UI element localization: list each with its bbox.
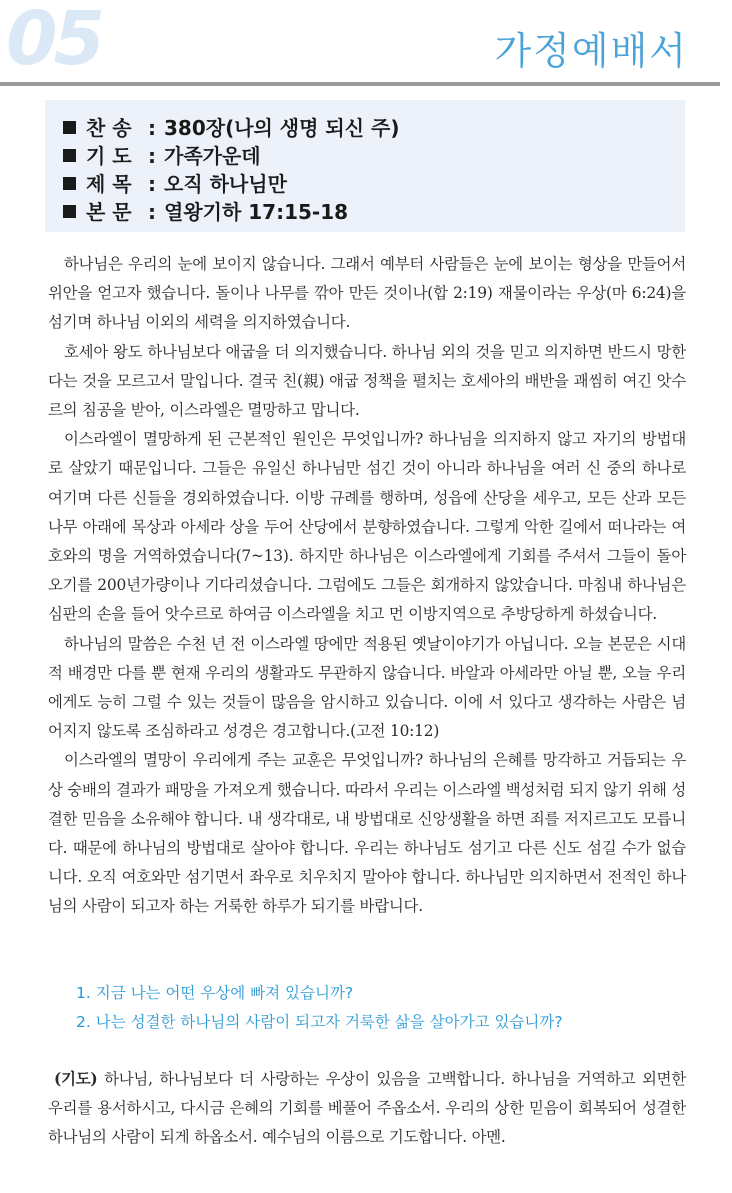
info-label: 본 문: [86, 200, 132, 224]
square-bullet-icon: [63, 205, 76, 218]
question-item: 2. 나는 성결한 하나님의 사람이 되고자 거룩한 삶을 살아가고 있습니까?: [76, 1013, 563, 1031]
prayer-text: 하나님, 하나님보다 더 사랑하는 우상이 있음을 고백합니다. 하나님을 거역하고 외면한 우리를 용서하시고, 다시금 은혜의 기회를 베풀어 주옵소서. 우리의 상한 믿음이 회복되어 성결한 하나님의 사람이 되게 하옵소서. 예수님의 이름으로 기도합니다. 아멘.: [48, 1070, 686, 1147]
question-item: 1. 지금 나는 어떤 우상에 빠져 있습니까?: [76, 984, 354, 1002]
worship-info-box: [45, 100, 685, 232]
body-paragraph: 이스라엘이 멸망하게 된 근본적인 원인은 무엇입니까? 하나님을 의지하지 않고 자기의 방법대로 살았기 때문입니다. 그들은 유일신 하나님만 섬긴 것이 아니라 하나님을 여러 신 중의 하나로 여기며 다른 신들을 경외하였습니다. 이방 규례를 행하며, 성읍에 산당을 세우고, 모든 산과 모든 나무 아래에 목상과 아세라 상을 두어 산당에서 분향하였습니다. 그렇게 악한 길에서 떠나라는 여호와의 명을 거역하였습니다(7~13). 하지만 하나님은 이스라엘에게 기회를 주셔서 그들이 돌아오기를 200년가량이나 기다리셨습니다. 그럼에도 그들은 회개하지 않았습니다. 마침내 하나님은 심판의 손을 들어 앗수르로 하여금 이스라엘을 치고 먼 이방지역으로 추방당하게 하셨습니다.: [48, 430, 686, 624]
info-value: 380장(나의 생명 되신 주): [164, 116, 400, 140]
page-title: 가정예배서: [494, 29, 688, 73]
sermon-body: [48, 250, 686, 922]
info-row-prayer: 기 도 : 가족가운데: [63, 142, 685, 170]
info-value: 오직 하나님만: [164, 172, 287, 196]
info-row-hymn: 찬 송 : 380장(나의 생명 되신 주): [63, 114, 685, 142]
body-paragraph: 이스라엘의 멸망이 우리에게 주는 교훈은 무엇입니까? 하나님의 은혜를 망각하고 거듭되는 우상 숭배의 결과가 패망을 가져오게 했습니다. 따라서 우리는 이스라엘 백성처럼 되지 않기 위해 성결한 믿음을 소유해야 합니다. 내 생각대로, 내 방법대로 신앙생활을 하면 죄를 저지르고도 모릅니다. 때문에 하나님의 방법대로 살아야 합니다. 우리는 하나님도 섬기고 다른 신도 섬길 수가 없습니다. 오직 여호와만 섬기면서 좌우로 치우치지 말아야 합니다. 하나님만 의지하면서 전적인 하나님의 사람이 되고자 하는 거룩한 하루가 되기를 바랍니다.: [48, 751, 686, 916]
info-value: 열왕기하 17:15-18: [164, 200, 349, 224]
body-paragraph: 호세아 왕도 하나님보다 애굽을 더 의지했습니다. 하나님 외의 것을 믿고 의지하면 반드시 망한다는 것을 모르고서 말입니다. 결국 친(親) 애굽 정책을 펼치는 호세아의 배반을 괘씸히 여긴 앗수르의 침공을 받아, 이스라엘은 멸망하고 맙니다.: [48, 342, 686, 420]
info-label: 찬 송: [86, 116, 132, 140]
closing-prayer: [48, 1065, 686, 1153]
info-value: 가족가운데: [164, 144, 261, 168]
square-bullet-icon: [63, 149, 76, 162]
reflection-questions: [76, 979, 563, 1037]
header-divider: [0, 82, 720, 86]
page-number: 05: [6, 0, 101, 82]
prayer-label: (기도): [54, 1070, 98, 1088]
square-bullet-icon: [63, 177, 76, 190]
body-paragraph: 하나님의 말씀은 수천 년 전 이스라엘 땅에만 적용된 옛날이야기가 아닙니다. 오늘 본문은 시대적 배경만 다를 뿐 현재 우리의 생활과도 무관하지 않습니다. 바알과 아세라만 아닐 뿐, 오늘 우리에게도 능히 그럴 수 있는 것들이 많음을 암시하고 있습니다. 이에 서 있다고 생각하는 사람은 넘어지지 않도록 조심하라고 성경은 경고합니다.(고전 10:12): [48, 634, 686, 741]
info-row-scripture: 본 문 : 열왕기하 17:15-18: [63, 198, 685, 226]
square-bullet-icon: [63, 121, 76, 134]
info-label: 기 도: [86, 144, 132, 168]
info-row-title: 제 목 : 오직 하나님만: [63, 170, 685, 198]
info-label: 제 목: [86, 172, 132, 196]
body-paragraph: 하나님은 우리의 눈에 보이지 않습니다. 그래서 예부터 사람들은 눈에 보이는 형상을 만들어서 위안을 얻고자 했습니다. 돌이나 나무를 깎아 만든 것이나(합 2:19) 재물이라는 우상(마 6:24)을 섬기며 하나님 이외의 세력을 의지하였습니다.: [48, 255, 686, 332]
